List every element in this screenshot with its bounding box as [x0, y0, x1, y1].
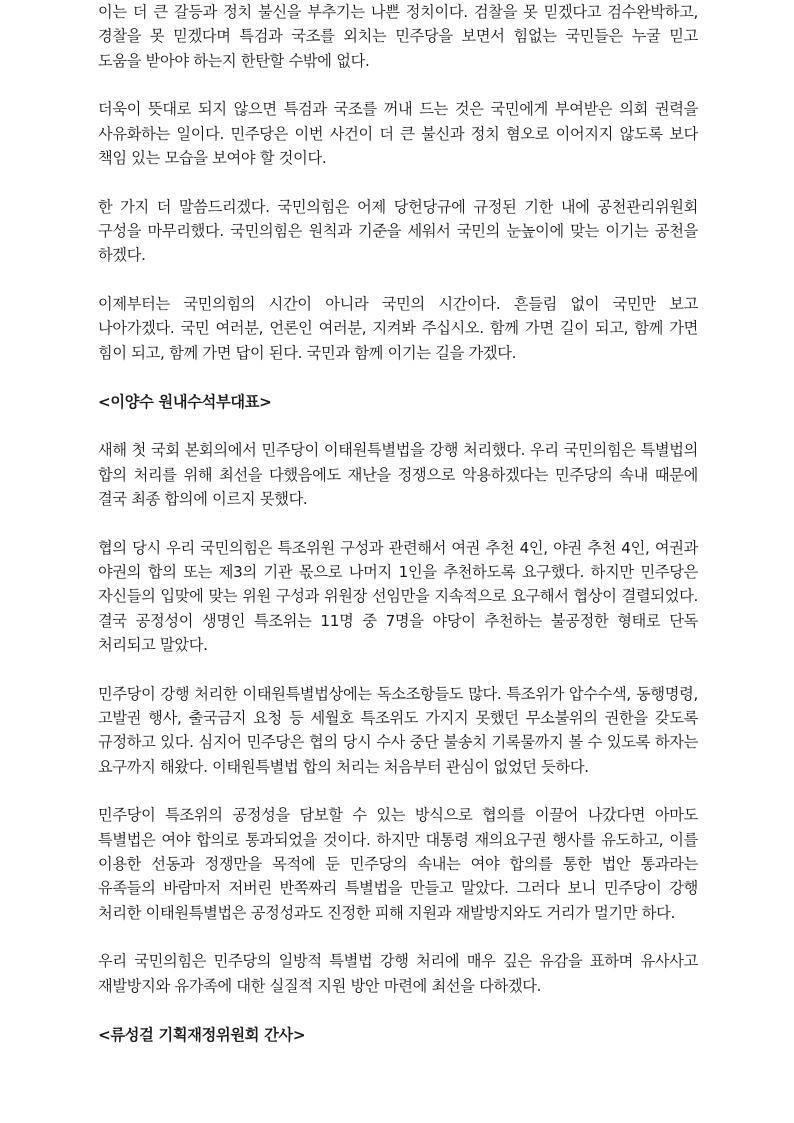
speaker-heading-1: <이양수 원내수석부대표> [98, 392, 272, 411]
document-body [98, 0, 698, 1071]
paragraph-3: 한 가지 더 말씀드리겠다. 국민의힘은 어제 당헌당규에 규정된 기한 내에 공천관리위원회 구성을 마무리했다. 국민의힘은 원칙과 기준을 세워서 국민의 눈높이에 맞는 이기는 공천을 하겠다. [98, 197, 698, 265]
paragraph-1: 이는 더 큰 갈등과 정치 불신을 부추기는 나쁜 정치이다. 검찰을 못 믿겠다고 검수완박하고, 경찰을 못 믿겠다며 특검과 국조를 외치는 민주당을 보면서 힘없는 국민들은 누굴 믿고 도움을 받아야 하는지 한탄할 수밖에 없다. [98, 3, 698, 70]
paragraph-6: 협의 당시 우리 국민의힘은 특조위원 구성과 관련해서 여권 추천 4인, 야권 추천 4인, 여권과 야권의 합의 또는 제3의 기관 몫으로 나머지 1인을 추천하도록 요구했다. 하지만 민주당은 자신들의 입맞에 맞는 위원 구성과 위원장 선임만을 지속적으로 요구해서 협상이 결렬되었다. 결국 공정성이 생명인 특조위는 11명 중 7명을 야당이 추천하는 불공정한 형태로 단독 처리되고 말았다. [98, 538, 698, 654]
paragraph-7: 민주당이 강행 처리한 이태원특별법상에는 독소조항들도 많다. 특조위가 압수수색, 동행명령, 고발권 행사, 출국금지 요청 등 세월호 특조위도 가지지 못했던 무소불위의 권한을 갖도록 규정하고 있다. 심지어 민주당은 협의 당시 수사 중단 불송치 기록물까지 볼 수 있도록 하자는 요구까지 해왔다. 이태원특별법 합의 처리는 처음부터 관심이 없었던 듯하다. [98, 684, 698, 776]
paragraph-2: 더욱이 뜻대로 되지 않으면 특검과 국조를 꺼내 드는 것은 국민에게 부여받은 의회 권력을 사유화하는 일이다. 민주당은 이번 사건이 더 큰 불신과 정치 혐오로 이어지지 않도록 보다 책임 있는 모습을 보여야 할 것이다. [98, 100, 698, 167]
paragraph-4: 이제부터는 국민의힘의 시간이 아니라 국민의 시간이다. 흔들림 없이 국민만 보고 나아가겠다. 국민 여러분, 언론인 여러분, 지켜봐 주십시오. 함께 가면 길이 되고, 함께 가면 힘이 되고, 함께 가면 답이 된다. 국민과 함께 이기는 길을 가겠다. [98, 295, 698, 362]
paragraph-8: 민주당이 특조위의 공정성을 담보할 수 있는 방식으로 협의를 이끌어 나갔다면 아마도 특별법은 여야 합의로 통과되었을 것이다. 하지만 대통령 재의요구권 행사를 유도하고, 이를 이용한 선동과 정쟁만을 목적에 둔 민주당의 속내는 여야 합의를 통한 법안 통과라는 유족들의 바람마저 저버린 반쪽짜리 특별법을 만들고 말았다. 그러다 보니 민주당이 강행 처리한 이태원특별법은 공정성과도 진정한 피해 지원과 재발방지와도 거리가 멀기만 하다. [98, 806, 698, 922]
speaker-heading-2: <류성걸 기획재정위원회 간사> [98, 1025, 306, 1044]
paragraph-5: 새해 첫 국회 본회의에서 민주당이 이태원특별법을 강행 처리했다. 우리 국민의힘은 특별법의 합의 처리를 위해 최선을 다했음에도 재난을 정쟁으로 악용하겠다는 민주당의 속내 때문에 결국 최종 합의에 이르지 못했다. [98, 441, 698, 508]
paragraph-9: 우리 국민의힘은 민주당의 일방적 특별법 강행 처리에 매우 깊은 유감을 표하며 유사사고 재발방지와 유가족에 대한 실질적 지원 방안 마련에 최선을 다하겠다. [98, 952, 698, 995]
